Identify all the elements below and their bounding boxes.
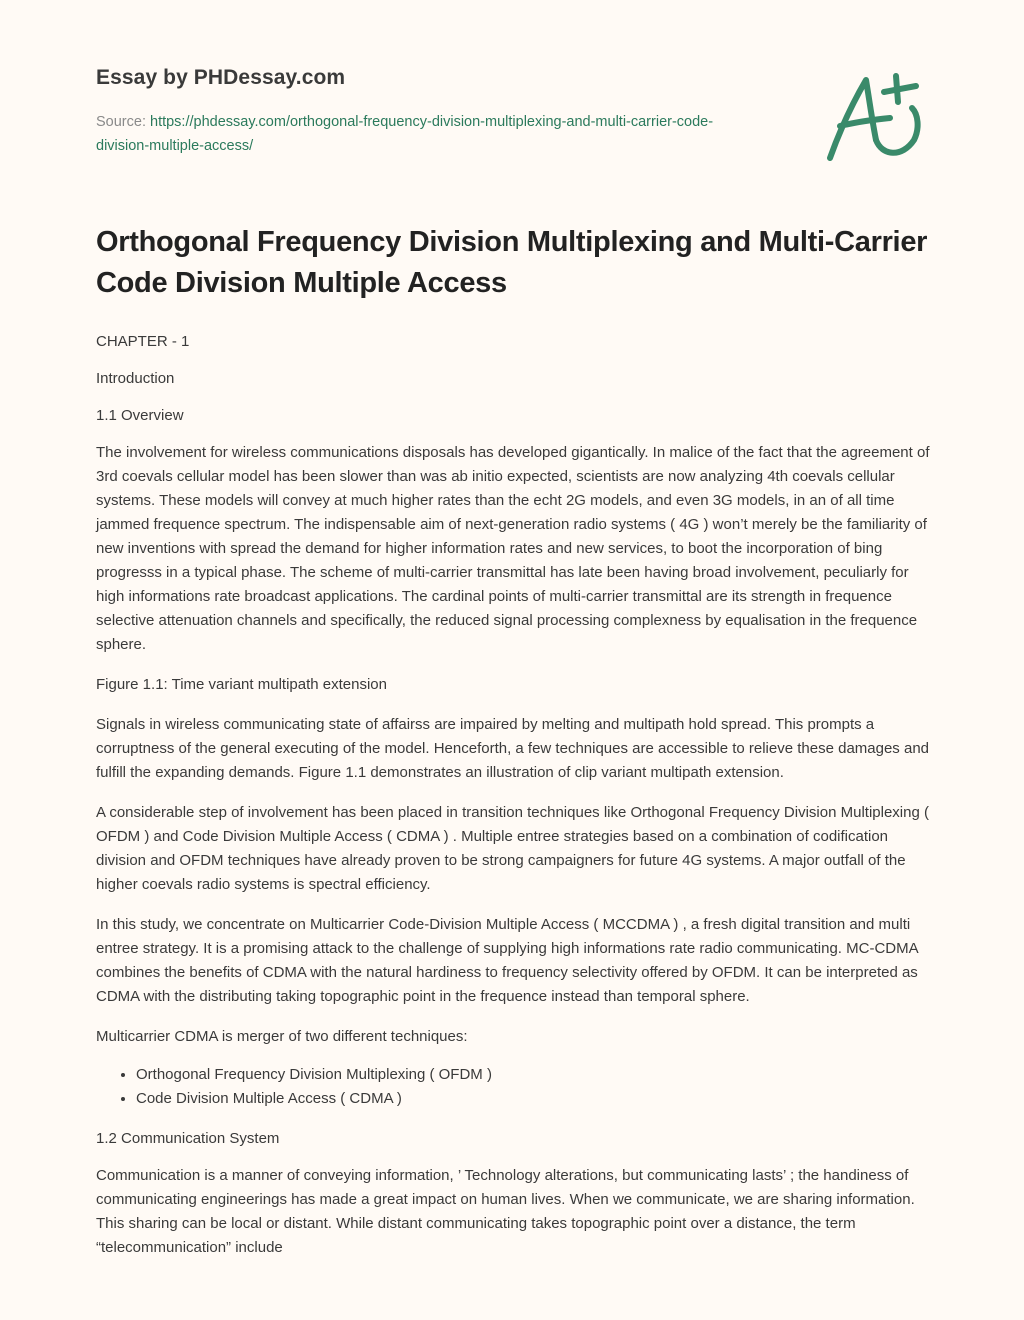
technique-list <box>96 1063 932 1111</box>
paragraph: Multicarrier CDMA is merger of two different techniques: <box>96 1028 468 1045</box>
site-title: Essay by PHDessay.com <box>96 66 346 89</box>
section-heading-1-2: 1.2 Communication System <box>96 1130 280 1147</box>
paragraph: Communication is a manner of conveying information, ’ Technology alterations, but communicating lasts’ ; the handiness of communicating engineerings has made a great impact on human lives. When we communicate, we are sharing information. This sharing can be local or distant. While distant communicating takes topographic point over a distance, the term “telecommunication” include <box>96 1167 915 1256</box>
source-label: Source: <box>96 114 150 130</box>
article <box>96 222 932 1273</box>
source-link[interactable]: https://phdessay.com/orthogonal-frequency-division-multiplexing-and-multi-carrier-code-division-multiple-access/ <box>96 114 714 154</box>
page-header <box>96 62 756 158</box>
list-item: • Orthogonal Frequency Division Multiplexing ( OFDM ) <box>136 1063 932 1087</box>
intro-heading: Introduction <box>96 370 175 387</box>
list-item: • Code Division Multiple Access ( CDMA ) <box>136 1087 932 1111</box>
chapter-label: CHAPTER - 1 <box>96 333 190 350</box>
paragraph: Signals in wireless communicating state of affairss are impaired by melting and multipath hold spread. This prompts a corruptness of the general executing of the model. Henceforth, a few techniques are accessible to relieve these damages and fulfill the expanding demands. Figure 1.1 demonstrates an illustration of clip variant multipath extension. <box>96 716 929 781</box>
section-heading-1-1: 1.1 Overview <box>96 407 184 424</box>
paragraph: A considerable step of involvement has been placed in transition techniques like Orthogonal Frequency Division Multiplexing ( OFDM ) and Code Division Multiple Access ( CDMA ) . Multiple entree strategies based on a combination of codification division and OFDM techniques have already proven to be strong campaigners for future 4G systems. A major outfall of the higher coevals radio systems is spectral efficiency. <box>96 804 929 893</box>
figure-caption: Figure 1.1: Time variant multipath extension <box>96 676 387 693</box>
a-plus-grade-icon <box>820 64 930 168</box>
paragraph: The involvement for wireless communications disposals has developed gigantically. In malice of the fact that the agreement of 3rd coevals cellular model has been slower than was ab initio expected, scientists are now analyzing 4th coevals cellular systems. These models will convey at much higher rates than the echt 2G models, and even 3G models, in an of all time jammed frequence spectrum. The indispensable aim of next-generation radio systems ( 4G ) won’t merely be the familiarity of new inventions with spread the demand for higher information rates and new services, to boot the incorporation of bing progresss in a typical phase. The scheme of multi-carrier transmittal has late been having broad involvement, peculiarly for high informations rate broadcast applications. The cardinal points of multi-carrier transmittal are its strength in frequence selective attenuation channels and specifically, the reduced signal processing complexness by equalisation in the frequence sphere. <box>96 444 930 653</box>
source-line <box>96 110 756 158</box>
page-title: Orthogonal Frequency Division Multiplexing and Multi-Carrier Code Division Multiple Access <box>96 226 928 299</box>
paragraph: In this study, we concentrate on Multicarrier Code-Division Multiple Access ( MCCDMA ) , a fresh digital transition and multi entree strategy. It is a promising attack to the challenge of supplying high informations rate radio communicating. MC-CDMA combines the benefits of CDMA with the natural hardiness to frequency selectivity offered by OFDM. It can be interpreted as CDMA with the distributing taking topographic point in the frequence instead than temporal sphere. <box>96 916 918 1005</box>
